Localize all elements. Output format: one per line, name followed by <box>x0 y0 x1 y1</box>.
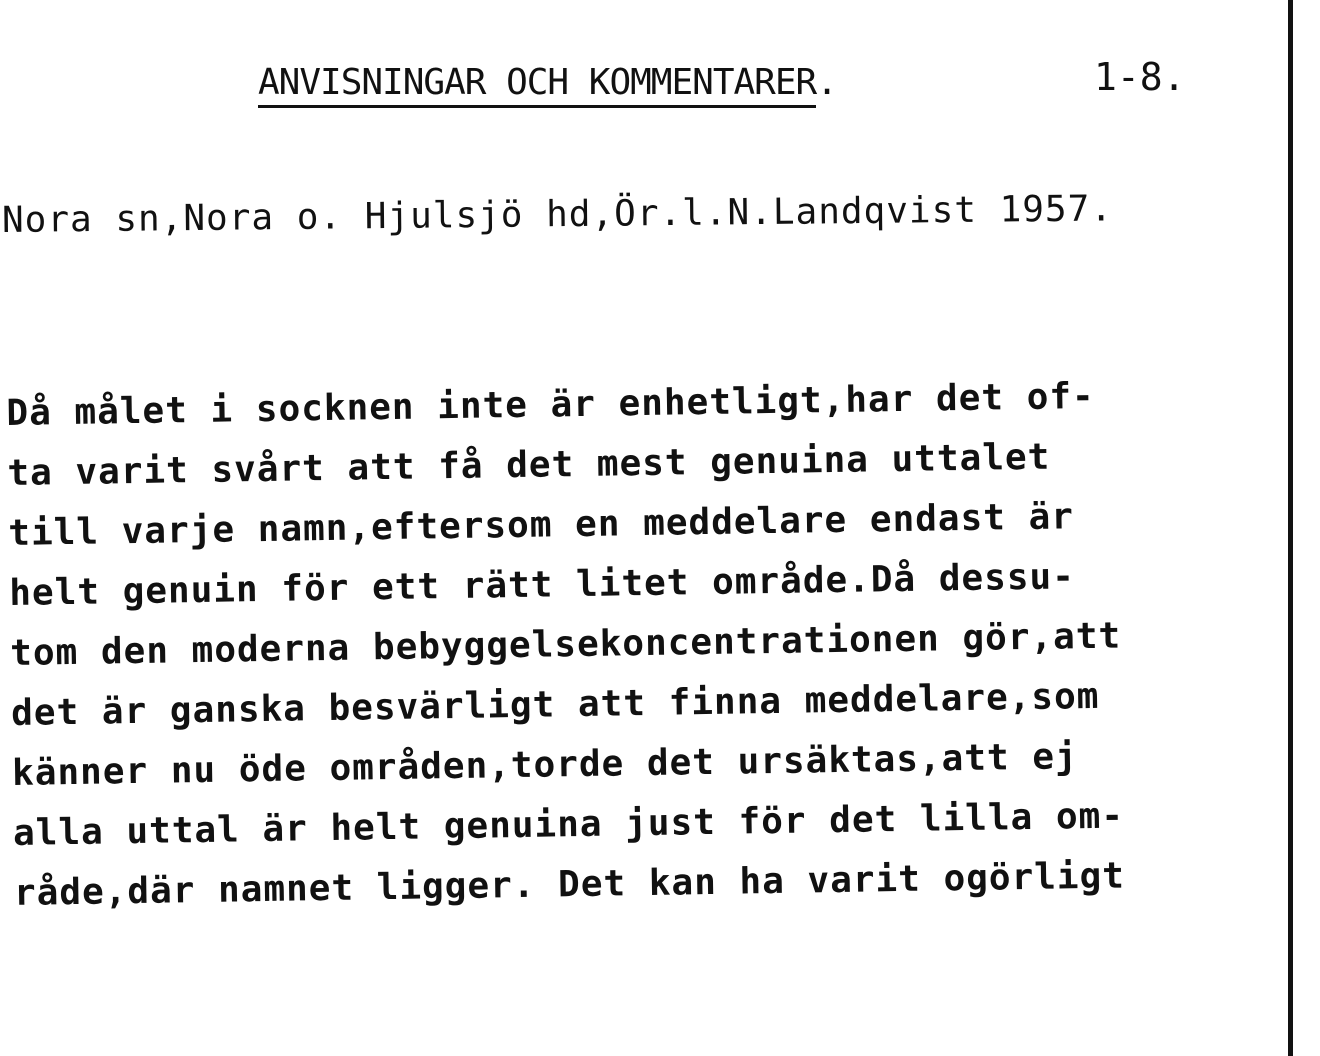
heading-title: ANVISNINGAR OCH KOMMENTARER <box>258 62 816 108</box>
body-line: känner nu öde områden,torde det ursäktas,att ej <box>11 736 1078 794</box>
body-line: helt genuin för ett rätt litet område.Då dessu- <box>8 556 1076 614</box>
body-line: alla uttal är helt genuina just för det lilla om- <box>12 795 1125 854</box>
page-number: 1-8. <box>1094 55 1186 99</box>
right-margin-rule <box>1288 0 1293 1056</box>
body-line: ta varit svårt att få det mest genuina uttalet <box>7 436 1051 494</box>
document-heading <box>258 62 838 108</box>
location-line: Nora sn,Nora o. Hjulsjö hd,Ör.l.N.Landqvist 1957. <box>1 188 1114 241</box>
body-line: Då målet i socknen inte är enhetligt,har det of- <box>6 375 1095 434</box>
body-line: tom den moderna bebyggelsekoncentrationen gör,att <box>9 615 1122 674</box>
body-line: råde,där namnet ligger. Det kan ha varit ogörligt <box>13 855 1126 914</box>
heading-period: . <box>816 62 838 103</box>
body-text <box>6 364 1304 924</box>
body-line: till varje namn,eftersom en meddelare endast är <box>8 496 1075 554</box>
body-line: det är ganska besvärligt att finna meddelare,som <box>10 675 1100 734</box>
